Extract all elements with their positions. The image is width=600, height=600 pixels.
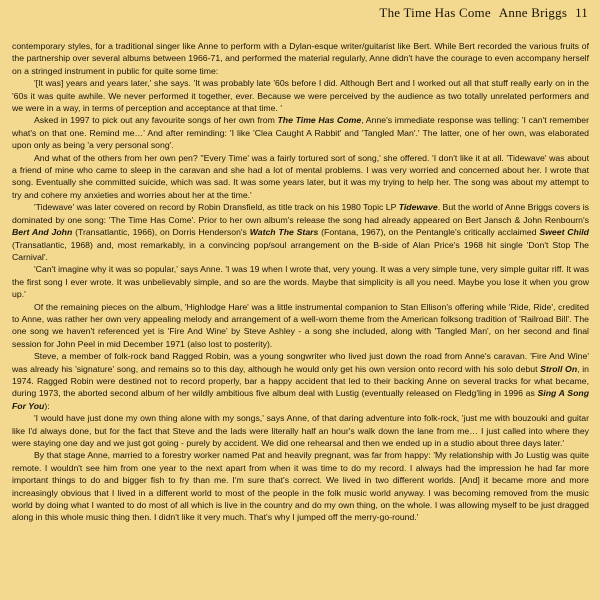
paragraph	[12, 412, 589, 449]
header-author: Anne Briggs	[498, 5, 568, 20]
paragraph	[12, 152, 589, 202]
text-run: Of the remaining pieces on the album, 'Highlodge Hare' was a little instrumental companion to Stan Ellison's offering while 'Ride, Ride', credited to Anne, was rather her own very appealing melody and arrangement of a well-worn theme from the American folksong tradition of 'Railroad Bill'. The one song we haven't referenced yet is 'Fire And Wine' by Steve Ashley - a song she included, along with 'Tangled Man', on her second and final session for John Peel in mid December 1971 (also lost to posterity).	[12, 301, 589, 349]
text-run: (Fontana, 1967), on the Pentangle's critically acclaimed	[318, 227, 540, 238]
paragraph	[12, 350, 589, 412]
paragraph	[12, 40, 589, 77]
paragraph	[12, 449, 589, 523]
text-run: 'Tidewave' was later covered on record by Robin Dransfield, as title track on his 1980 Topic LP	[34, 202, 399, 213]
text-run: And what of the others from her own pen? ''Every Time' was a fairly tortured sort of song,' she offered. 'I don't like it at all. 'Tidewave' was about a friend of mine who came to sleep in the caravan and she had a lot of mental problems. I was very worried and concerned about her. I wrote that song. Eventually she committed suicide, which was sad. It was some years later, but it was my trying to help her. The song was about my attempt to try and cohere my anxieties and worries about her at the time.'	[12, 152, 589, 200]
title-reference: Stroll On	[540, 363, 578, 374]
text-run: (Transatlantic, 1966), on Dorris Henderson's	[72, 227, 250, 238]
text-run: (Transatlantic, 1968) and, most remarkably, in a convincing pop/soul arrangement on the B-side of Alan Price's 1968 hit single 'Don't Stop The Carnival'.	[12, 239, 589, 262]
text-run: Steve, a member of folk-rock band Ragged Robin, was a young songwriter who lived just down the road from Anne's caravan. 'Fire And Wine' was already his 'signature' song, and remains so to this day, although he would only get his own version onto record with his solo debut	[12, 351, 589, 374]
text-run: contemporary styles, for a traditional singer like Anne to perform with a Dylan-esque writer/guitarist like Bert. While Bert recorded the various fruits of the partnership over several albums between 1966-71, and performed the material regularly, Anne didn't have the courage to even accompany herself on a stringed instrument in public for quite some time:	[12, 41, 589, 76]
text-run: 'Can't imagine why it was so popular,' says Anne. 'I was 19 when I wrote that, very young. It was a very simple tune, very simple guitar riff. It was the first song I ever wrote. It was unbelievably simple, and so are the words. Maybe that simplicity is all you need. Maybe you lose it when you grow up.'	[12, 264, 589, 300]
title-reference: Sweet Child	[539, 227, 589, 238]
running-header	[379, 5, 588, 21]
paragraph	[12, 114, 589, 151]
paragraph	[12, 263, 589, 300]
text-run: , Anne's immediate response was telling: 'I can't remember what's on that one. Remind me…' And after reminding: 'I like 'Clea Caught A Rabbit' and 'Tangled Man'.' The latter, one of her own, was elaborated upon only as being 'a very personal song'.	[12, 115, 589, 151]
text-run: By that stage Anne, married to a forestry worker named Pat and heavily pregnant, was far from happy: 'My relationship with Jo Lustig was quite remote. I wouldn't see him from one year to the next apart from when it was time to do my record. I always had the impression he had far more important things to do and bigger fish to fry than me. I'm sure that's correct. We lived in two different worlds. [And] it became more and more increasingly obvious that I lived in a different world to most of the people in the folk music world anyway. I was becoming removed from the music world by doing what I wanted to do most of all which is live in the country and do my own thing, on the whole. I was allowing myself to be just dragged along in this whole music thing then. I didn't like it very much. That's why I jumped off the merry-go-round.'	[12, 450, 589, 523]
text-run: 'I would have just done my own thing alone with my songs,' says Anne, of that daring adventure into folk-rock, 'just me with bouzouki and guitar like I'd always done, but for the fact that Steve and the lads were literally half an hour's walk down the lane from me… I just called into where they were staying one day and we just got going - purely by accident. We did one rehearsal and then we ended up in a studio about three days later.'	[12, 413, 589, 448]
text-run: . But the world of Anne Briggs covers is dominated by one song: 'The Time Has Come'. Prior to her own album's release the song had already appeared on Bert Jansch & John Renbourn's	[12, 202, 589, 225]
title-reference: The Time Has Come	[277, 115, 362, 126]
title-reference: Bert And John	[12, 227, 73, 238]
text-run: Asked in 1997 to pick out any favourite songs of her own from	[34, 115, 278, 126]
paragraph	[12, 301, 589, 351]
title-reference: Watch The Stars	[249, 227, 319, 238]
text-run: '[It was] years and years later,' she says. 'It was probably late '60s before I did. Although Bert and I worked out all that stuff really early on in the '60s it was quite awhile. We never performed it together, ever. Because we were perceived by the audience as two totally unrelated performers and we were in a way, in terms of perception and acceptance at that time. '	[12, 78, 589, 114]
title-reference: Tidewave	[398, 202, 438, 213]
paragraph	[12, 77, 589, 114]
page-number: 11	[575, 5, 588, 20]
header-title: The Time Has Come	[379, 5, 491, 20]
paragraph	[12, 201, 589, 263]
text-run: ):	[44, 400, 50, 411]
title-reference: Sing A Song For You	[12, 388, 590, 411]
article-body	[12, 40, 589, 524]
text-run: , in 1974. Ragged Robin were destined not to record properly, bar a happy accident that led to their backing Anne on several tracks for what became, during 1973, the aborted second album of her wildly ambitious five album deal with Lustig (eventually released on Fledg'ling in 1996 as	[12, 363, 590, 399]
